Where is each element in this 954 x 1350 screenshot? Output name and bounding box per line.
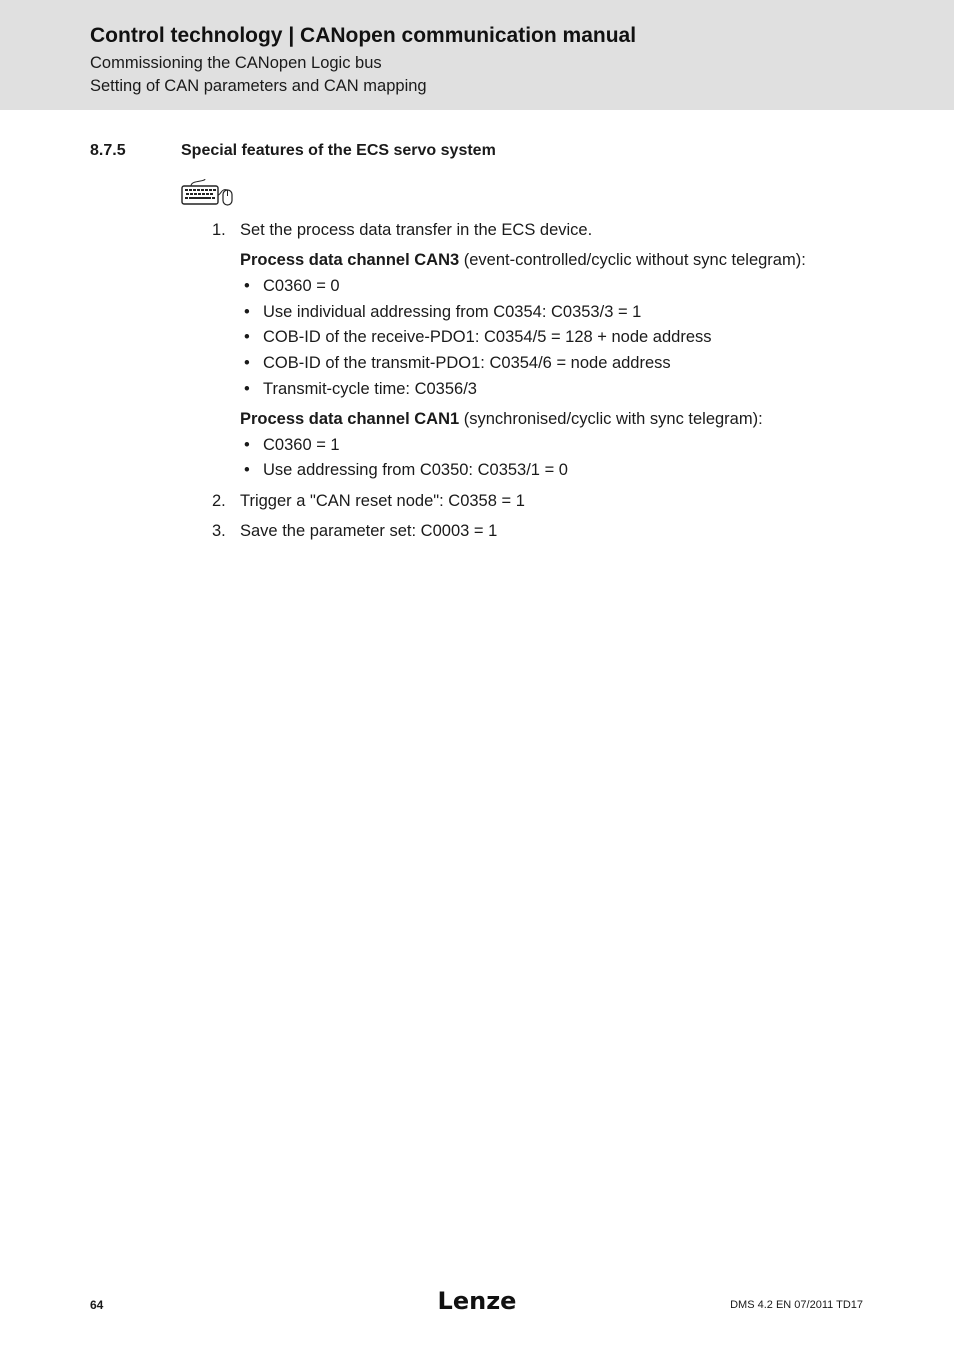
- lenze-logo-text: Lenze: [438, 1287, 516, 1315]
- bullet-icon: •: [244, 303, 250, 321]
- bullet-icon: •: [244, 436, 250, 454]
- document-id: DMS 4.2 EN 07/2011 TD17: [730, 1299, 863, 1311]
- section-subtitle: Setting of CAN parameters and CAN mapping: [90, 77, 427, 95]
- manual-title: Control technology | CANopen communication manual: [90, 24, 637, 47]
- bullet-icon: •: [244, 354, 250, 372]
- list-item: Transmit-cycle time: C0356/3: [263, 380, 477, 398]
- step-number: 1.: [212, 221, 226, 239]
- page-header: [0, 0, 954, 110]
- bullet-icon: •: [244, 328, 250, 346]
- lenze-logo: [438, 1286, 516, 1316]
- list-item: C0360 = 0: [263, 277, 340, 295]
- list-item: COB-ID of the receive-PDO1: C0354/5 = 128 + node address: [263, 328, 712, 346]
- step-number: 2.: [212, 492, 226, 510]
- keyboard-mouse-icon: [181, 178, 235, 208]
- list-item: C0360 = 1: [263, 436, 340, 454]
- step-text: Save the parameter set: C0003 = 1: [240, 522, 498, 540]
- chapter-subtitle: Commissioning the CANopen Logic bus: [90, 54, 382, 72]
- section-number: 8.7.5: [90, 142, 126, 159]
- can1-heading: [240, 410, 763, 429]
- bullet-icon: •: [244, 277, 250, 295]
- can3-heading-rest: (event-controlled/cyclic without sync telegram):: [459, 251, 806, 269]
- bullet-icon: •: [244, 461, 250, 479]
- can1-heading-bold: Process data channel CAN1: [240, 410, 460, 428]
- can1-heading-rest: (synchronised/cyclic with sync telegram):: [459, 410, 763, 428]
- page-number: 64: [90, 1298, 104, 1312]
- step-text: Set the process data transfer in the ECS device.: [240, 221, 593, 239]
- can3-heading: [240, 251, 806, 270]
- step-number: 3.: [212, 522, 226, 540]
- can3-heading-bold: Process data channel CAN3: [240, 251, 460, 269]
- list-item: Use addressing from C0350: C0353/1 = 0: [263, 461, 568, 479]
- bullet-icon: •: [244, 380, 250, 398]
- list-item: COB-ID of the transmit-PDO1: C0354/6 = node address: [263, 354, 671, 372]
- list-item: Use individual addressing from C0354: C0353/3 = 1: [263, 303, 642, 321]
- section-title: Special features of the ECS servo system: [181, 142, 496, 159]
- step-text: Trigger a "CAN reset node": C0358 = 1: [240, 492, 525, 510]
